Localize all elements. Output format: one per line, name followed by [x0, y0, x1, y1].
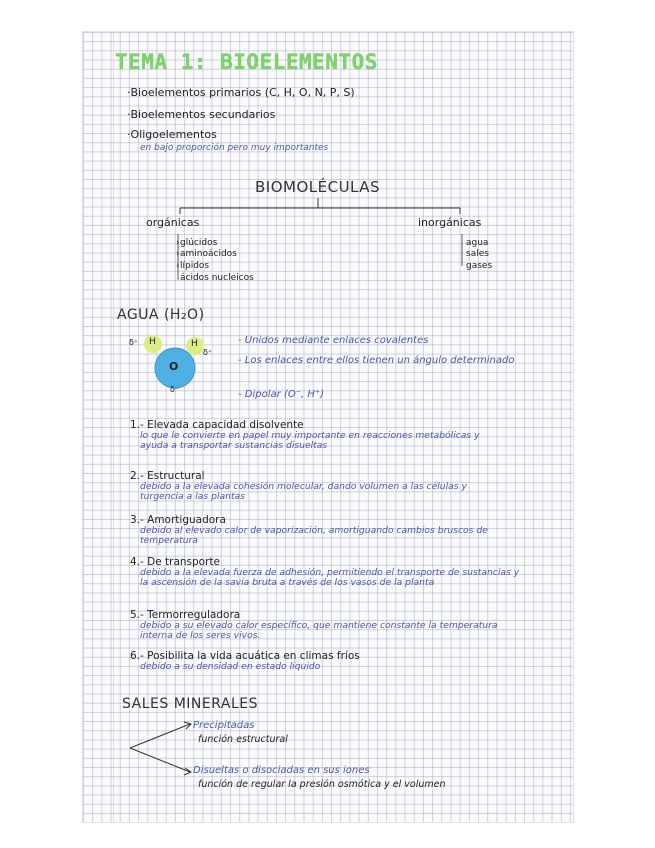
page-title: TEMA 1: BIOELEMENTOS: [115, 50, 378, 74]
agua-title: AGUA (H₂O): [117, 307, 205, 323]
organicas-label: orgánicas: [146, 216, 200, 229]
property-desc: lo que le convierte en papel muy importante en reacciones metabólicas y ayuda a transportar sustancias disueltas: [140, 430, 480, 451]
margin-line: [113, 32, 114, 822]
list-item: ·Bioelementos secundarios: [127, 108, 276, 121]
property-title: 4.- De transporte: [130, 556, 221, 568]
list-item: gases: [466, 261, 493, 271]
disueltas-function: función de regular la presión osmótica y el volumen: [198, 779, 446, 790]
property-desc: debido a su densidad en estado líquido: [140, 661, 321, 672]
property-desc: debido a la elevada cohesión molecular, dando volumen a las células y turgencia a las plantas: [140, 481, 467, 502]
agua-note: - Unidos mediante enlaces covalentes: [238, 335, 429, 346]
biomoleculas-title: BIOMOLÉCULAS: [255, 178, 381, 196]
precipitadas-label: Precipitadas: [193, 720, 255, 731]
list-item: lípidos: [180, 261, 210, 271]
sales-title: SALES MINERALES: [122, 696, 259, 712]
oligo-note: en bajo proporción pero muy importantes: [140, 143, 329, 153]
disueltas-label: Disueltas o disociadas en sus iones: [193, 765, 370, 776]
charge-label: δ⁻: [170, 385, 180, 394]
list-item: ·Bioelementos primarios (C, H, O, N, P, S): [127, 86, 355, 99]
arrow-icon: ›: [176, 238, 180, 248]
property-desc: debido a la elevada fuerza de adhesión, permitiendo el transporte de sustancias y la ascensión de la savia bruta a través de los vasos de la planta: [140, 567, 520, 588]
property-title: 6.- Posibilita la vida acuática en climas fríos: [130, 650, 360, 662]
list-item: agua: [466, 238, 489, 248]
precipitadas-function: función estructural: [198, 734, 288, 745]
oxygen-atom-label: O: [169, 360, 179, 373]
arrow-icon: ›: [176, 261, 180, 271]
list-item: aminoácidos: [180, 249, 237, 259]
charge-label: δ⁺: [129, 338, 139, 347]
property-desc: debido a su elevado calor específico, que mantiene constante la temperatura interna de los seres vivos.: [140, 620, 498, 641]
list-item: ·Oligoelementos: [127, 128, 217, 141]
agua-note: - Dipolar (O⁻, H⁺): [238, 389, 325, 400]
hydrogen-atom-label: H: [149, 337, 156, 347]
inorganicas-label: inorgánicas: [418, 216, 482, 229]
list-item: sales: [466, 249, 489, 259]
charge-label: δ⁺: [203, 348, 213, 357]
sales-branch-arrows: [125, 718, 195, 778]
list-item: glúcidos: [180, 238, 218, 248]
property-title: 1.- Elevada capacidad disolvente: [130, 419, 304, 431]
agua-note: - Los enlaces entre ellos tienen un ángulo determinado: [238, 355, 515, 366]
hydrogen-atom-label: H: [191, 339, 198, 349]
property-title: 5.- Termorreguladora: [130, 609, 241, 621]
property-title: 3.- Amortiguadora: [130, 514, 226, 526]
arrow-icon: ›: [176, 249, 180, 259]
property-title: 2.- Estructural: [130, 470, 205, 482]
list-item: ácidos nucleicos: [180, 273, 254, 283]
property-desc: debido al elevado calor de vaporización, amortiguando cambios bruscos de temperatura: [140, 525, 488, 546]
